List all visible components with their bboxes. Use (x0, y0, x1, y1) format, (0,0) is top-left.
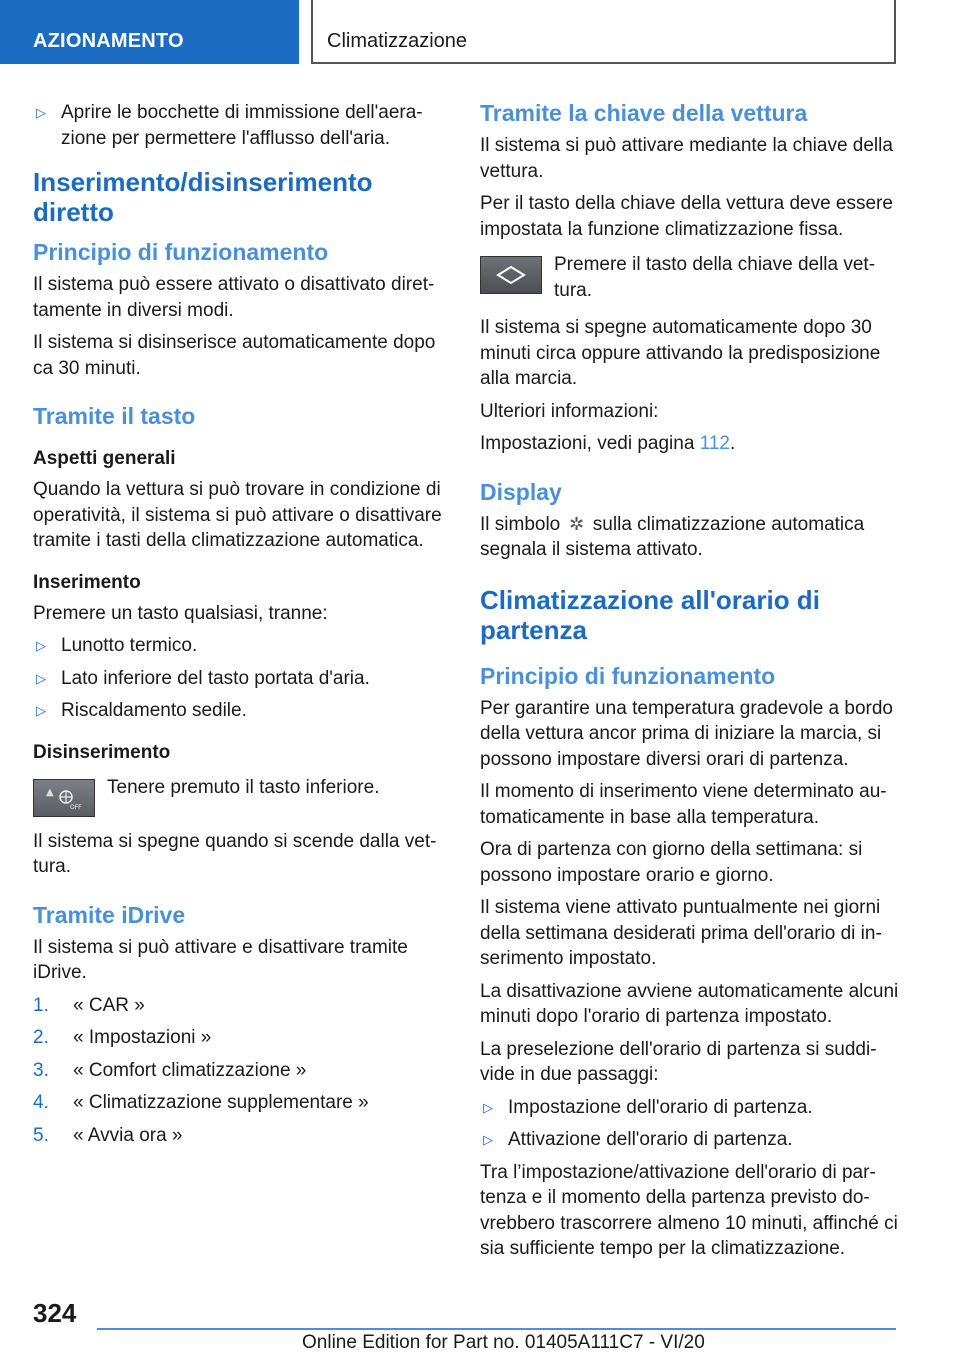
triangle-right-icon: ▷ (36, 638, 46, 653)
chapter-tab: Climatizzazione (311, 0, 896, 64)
list-item: ▷ Aprire le bocchette di immissione dell'aerazione per permettere l'afflusso dell'aria. (36, 102, 423, 149)
paragraph: Per garantire una temperatura gradevole a bordo della vettura ancor prima di iniziare la marcia, si possono impostare diversi orari di partenza. (480, 697, 893, 770)
triangle-right-icon: ▷ (36, 105, 46, 120)
footer-divider (97, 1328, 896, 1330)
right-column (480, 100, 900, 1269)
list-item: 3. « Comfort climatizzazione » (33, 1059, 307, 1081)
heading-idrive: Tramite iDrive (33, 901, 186, 928)
paragraph: Il momento di inserimento viene determinato automaticamente in base alla temperatura. (480, 781, 887, 828)
heading-display: Display (480, 478, 562, 505)
heading-principle: Principio di funzionamento (480, 662, 776, 689)
section-tab: AZIONAMENTO (0, 0, 299, 64)
list-item: ▷ Lunotto termico. (33, 633, 443, 659)
icon-instruction (33, 775, 443, 817)
paragraph: Tenere premuto il tasto inferiore. (107, 776, 380, 798)
page-link[interactable]: 112 (699, 433, 730, 454)
paragraph: Per il tasto della chiave della vettura deve essere impostata la funzione climatizzazione fissa. (480, 193, 893, 240)
icon-instruction (480, 252, 900, 303)
paragraph: Ora di partenza con giorno della settimana: si possono impostare orario e giorno. (480, 839, 863, 886)
paragraph: Il simbolo ✲ sulla climatizzazione automatica segnala il sistema attivato. (480, 513, 865, 560)
fan-icon: ✲ (568, 513, 585, 534)
list-item: ▷ Impostazione dell'orario di partenza. (480, 1095, 900, 1121)
paragraph: Premere un tasto qualsiasi, tranne: (33, 602, 328, 624)
heading-direct: Inserimento/disinserimento diretto (33, 167, 373, 227)
svg-text:OFF: OFF (70, 803, 82, 811)
heading-off: Disinserimento (33, 741, 171, 763)
list-item: ▷ Attivazione dell'orario di partenza. (480, 1127, 900, 1153)
paragraph: Il sistema si può attivare e disattivare tramite iDrive. (33, 936, 408, 983)
list-item: ▷ Lato inferiore del tasto portata d'aria. (33, 666, 443, 692)
list-item: 1. « CAR » (33, 994, 145, 1016)
paragraph: Il sistema può essere attivato o disattivato direttamente in diversi modi. (33, 274, 435, 321)
heading-departure: Climatizzazione all'orario di partenza (480, 584, 820, 645)
footer-edition: Online Edition for Part no. 01405A111C7 - VI/20 (302, 1332, 705, 1353)
heading-on: Inserimento (33, 571, 141, 593)
heading-principle: Principio di funzionamento (33, 239, 329, 265)
fan-off-icon (33, 779, 95, 817)
paragraph: Quando la vettura si può trovare in condizione di operatività, il sistema si può attivare o disattivare tramite i tasti della climatizzazione automatica. (33, 479, 442, 551)
list-item: 2. « Impostazioni » (33, 1027, 212, 1048)
triangle-right-icon: ▷ (36, 670, 46, 686)
paragraph: Premere il tasto della chiave della vettura. (554, 254, 876, 301)
paragraph: Il sistema viene attivato puntualmente nei giorni della settimana desiderati prima dell'orario di inserimento impostato. (480, 897, 882, 969)
heading-button: Tramite il tasto (33, 403, 196, 429)
paragraph: Il sistema si spegne automaticamente dopo 30 minuti circa oppure attivando la predisposizione alla marcia. (480, 317, 881, 389)
triangle-right-icon: ▷ (483, 1099, 493, 1115)
triangle-right-icon: ▷ (483, 1132, 493, 1147)
key-button-icon (480, 256, 542, 294)
list-item: ▷ Riscaldamento sedile. (33, 698, 443, 724)
list-item: 5. « Avvia ora » (33, 1124, 183, 1146)
paragraph: Il sistema si disinserisce automaticamente dopo ca 30 minuti. (33, 332, 436, 379)
paragraph: Ulteriori informazioni: (480, 400, 659, 422)
page-number: 324 (33, 1298, 77, 1328)
svg-text:▲: ▲ (46, 786, 54, 798)
paragraph: Impostazioni, vedi pagina 112. (480, 433, 736, 454)
paragraph: La preselezione dell'orario di partenza si suddivide in due passaggi: (480, 1038, 877, 1085)
paragraph: Il sistema si spegne quando si scende dalla vettura. (33, 830, 437, 877)
heading-key: Tramite la chiave della vettura (480, 100, 808, 126)
paragraph: Tra l’impostazione/attivazione dell'orario di partenza e il momento della partenza previsto dovrebbero trascorrere almeno 10 minuti, affinché ci sia sufficiente tempo per la climatizzazione. (480, 1161, 898, 1259)
list-item: 4. « Climatizzazione supplementare » (33, 1092, 369, 1113)
left-column (33, 100, 443, 1155)
heading-general: Aspetti generali (33, 448, 176, 469)
triangle-right-icon: ▷ (36, 703, 46, 718)
paragraph: Il sistema si può attivare mediante la chiave della vettura. (480, 135, 893, 182)
paragraph: La disattivazione avviene automaticamente alcuni minuti dopo l'orario di partenza impostato. (480, 980, 899, 1027)
